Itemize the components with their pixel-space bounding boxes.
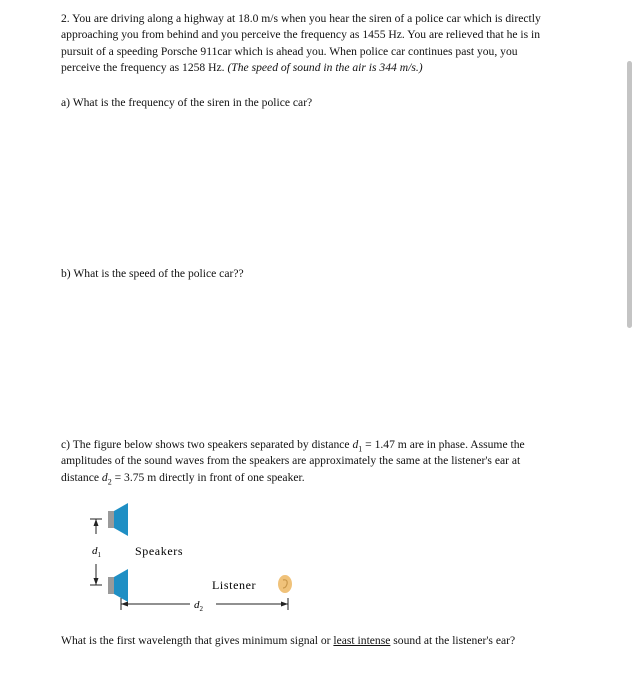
part-c-line-1-end: = 1.47 m are in phase. Assume the — [362, 438, 525, 451]
part-c-line-1 — [61, 437, 571, 453]
least-intense-underlined: least intense — [333, 634, 391, 647]
part-c-line-3 — [61, 470, 571, 486]
scrollbar[interactable] — [627, 61, 632, 328]
d2-subscript: 2 — [107, 477, 112, 487]
final-question — [61, 633, 515, 649]
part-b-question: b) What is the speed of the police car?? — [61, 267, 244, 280]
top-speaker-icon — [108, 503, 128, 536]
listener-label: Listener — [212, 578, 257, 592]
part-a-question: a) What is the frequency of the siren in the police car? — [61, 96, 313, 109]
question-number: 2. — [61, 12, 70, 25]
figure-d1-label: $d_1$ — [92, 545, 101, 559]
final-question-before: What is the first wavelength that gives minimum signal or — [61, 634, 334, 647]
question-2-line-2: approaching you from behind and you perceive the frequency as 1455 Hz. You are relieved that he is in — [61, 28, 541, 42]
d2-variable: d — [101, 470, 108, 484]
question-2-line-1 — [61, 11, 589, 27]
d1-variable: d — [352, 438, 359, 451]
question-2 — [61, 11, 589, 77]
bottom-speaker-icon — [108, 569, 128, 602]
speakers-figure — [80, 498, 320, 623]
figure-d2-label: $d_2$ — [194, 599, 203, 613]
speed-of-sound-note: (The speed of sound in the air is 344 m/s.) — [227, 61, 423, 75]
ear-icon — [278, 575, 292, 593]
question-2-line-1-text: You are driving along a highway at 18.0 m/s when you hear the siren of a police car which is directly — [72, 12, 541, 25]
final-question-after: sound at the listener's ear? — [390, 634, 516, 647]
part-c-line-1-start: c) The figure below shows two speakers separated by distance — [61, 438, 353, 451]
part-c-line-2: amplitudes of the sound waves from the speakers are approximately the same at the listener's ear at — [61, 454, 521, 468]
question-2-line-3: pursuit of a speeding Porsche 911car which is ahead you. When police car continues past you, you — [61, 44, 518, 58]
question-2-line-4-plain: perceive the frequency as 1258 Hz. — [61, 61, 228, 75]
d1-subscript: 1 — [358, 444, 363, 454]
part-c-question — [61, 437, 571, 486]
question-2-line-4 — [61, 60, 589, 76]
d2-dimension-arrow — [121, 598, 288, 610]
speakers-label: Speakers — [135, 544, 184, 558]
part-c-line-3-end: = 3.75 m directly in front of one speaker. — [111, 470, 305, 484]
part-c-line-3-start: distance — [61, 470, 102, 484]
